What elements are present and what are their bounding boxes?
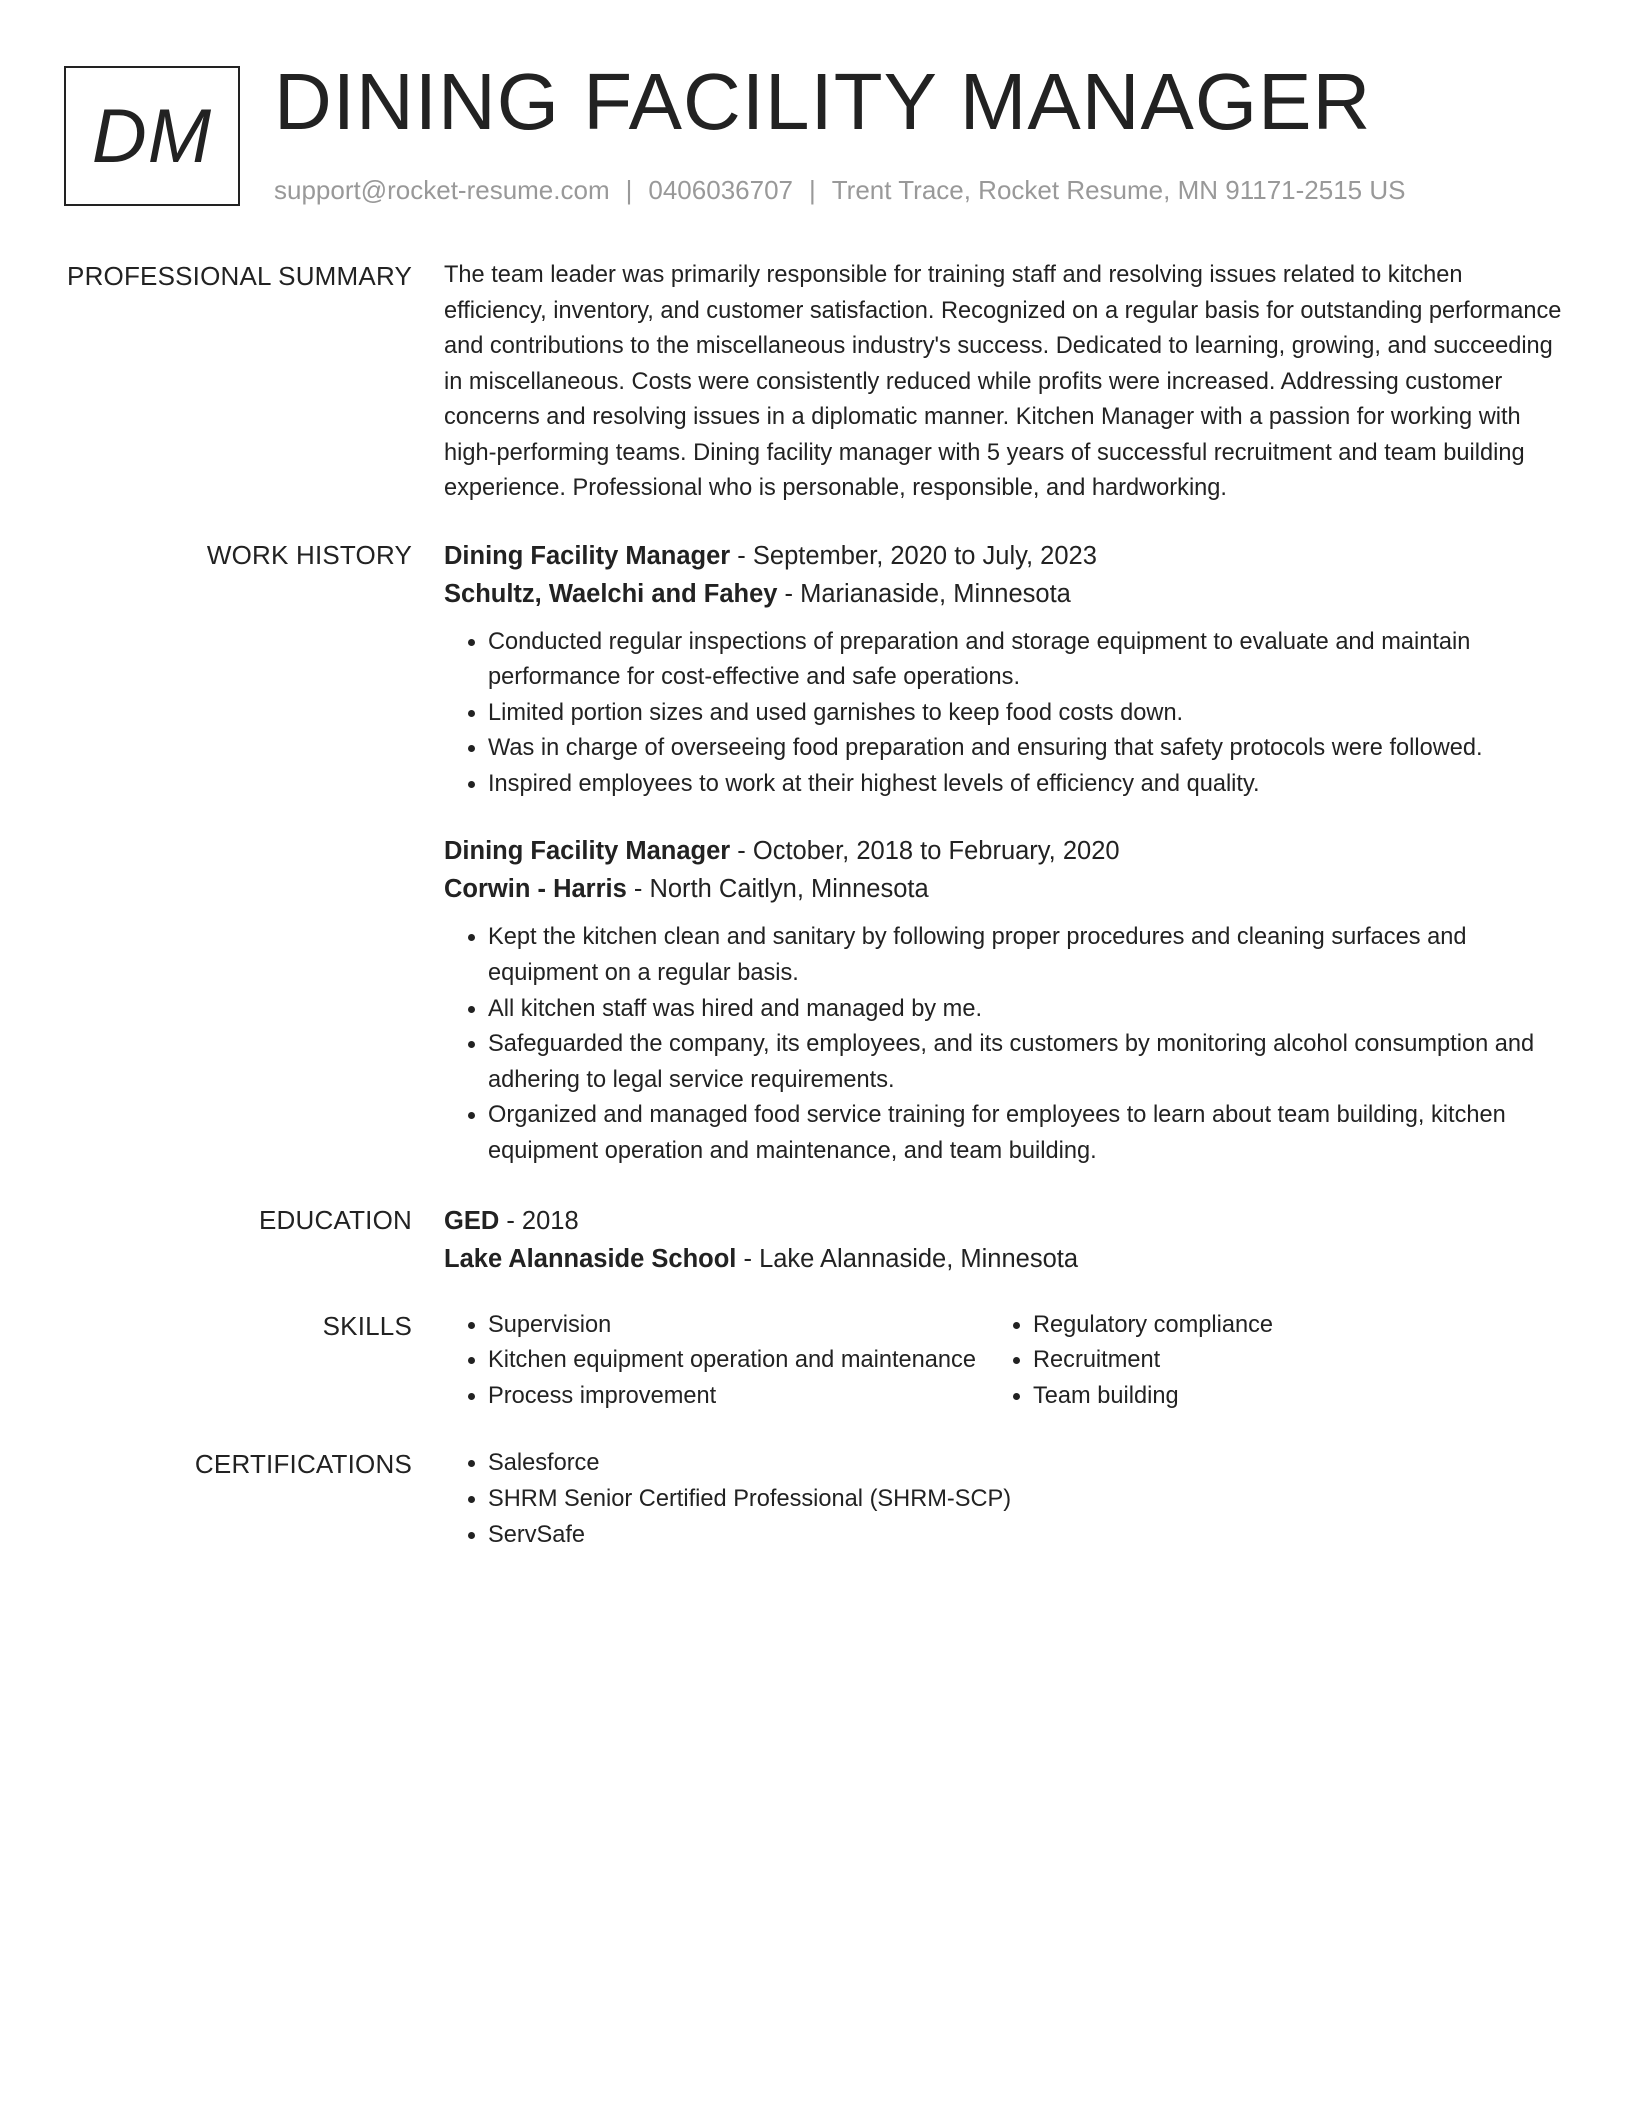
skill-item: • Team building [1033, 1379, 1534, 1415]
resume-title: DINING FACILITY MANAGER [274, 57, 1372, 146]
contact-email: support@rocket-resume.com [274, 175, 610, 205]
job-bullet: • Inspired employees to work at their highest levels of efficiency and quality. [488, 767, 1564, 803]
skill-item: • Supervision [488, 1308, 989, 1344]
job-bullet: • Was in charge of overseeing food preparation and ensuring that safety protocols were followed. [488, 731, 1564, 767]
job-bullet: • Organized and managed food service training for employees to learn about team building, kitchen equipment operation and maintenance, and team building. [488, 1098, 1564, 1169]
education-school: Lake Alannaside School [444, 1244, 737, 1273]
education-year: - 2018 [499, 1206, 579, 1235]
job-dates: - October, 2018 to February, 2020 [730, 837, 1120, 866]
contact-address: Trent Trace, Rocket Resume, MN 91171-2515 US [831, 175, 1406, 205]
monogram-box [64, 66, 240, 206]
section-heading: PROFESSIONAL SUMMARY [67, 261, 412, 291]
education-degree: GED [444, 1206, 500, 1235]
certification-item: • ServSafe [488, 1518, 1564, 1554]
job-title-line [444, 832, 1564, 870]
job-title: Dining Facility Manager [444, 541, 731, 570]
job-bullet: • All kitchen staff was hired and managed by me. [488, 992, 1564, 1028]
job-bullets [444, 920, 1564, 1169]
skills-section [0, 1308, 1632, 1415]
certifications-section [0, 1446, 1632, 1553]
skills-grid [444, 1308, 1564, 1415]
job-bullet: • Conducted regular inspections of preparation and storage equipment to evaluate and maintain performance for cost-effective and safe operations. [488, 625, 1564, 696]
job-title: Dining Facility Manager [444, 837, 731, 866]
work-history-section [0, 537, 1632, 1170]
job-company-line [444, 575, 1564, 613]
job-title-line [444, 537, 1564, 575]
section-heading: SKILLS [322, 1310, 412, 1341]
job-location: - Marianaside, Minnesota [777, 579, 1071, 608]
summary-text: The team leader was primarily responsible for training staff and resolving issues related to kitchen efficiency, inventory, and customer satisfaction. Recognized on a regular basis for outstanding performance and contributions to the miscellaneous industry's success. Dedicated to learning, growing, and succeeding in miscellaneous. Costs were consistently reduced while profits were increased. Addressing customer concerns and resolving issues in a diplomatic manner. Kitchen Manager with a passion for working with high-performing teams. Dining facility manager with 5 years of successful recruitment and team building experience. Professional who is personable, responsible, and hardworking. [444, 262, 1562, 501]
summary-section [0, 258, 1632, 507]
skill-item: • Kitchen equipment operation and maintenance [488, 1343, 989, 1379]
job-dates: - September, 2020 to July, 2023 [730, 541, 1097, 570]
skills-column [989, 1308, 1534, 1415]
skill-item: • Process improvement [488, 1379, 989, 1415]
skills-column [444, 1308, 989, 1415]
job-entry [444, 832, 1564, 1169]
contact-separator: | [809, 175, 816, 205]
job-bullet: • Kept the kitchen clean and sanitary by following proper procedures and cleaning surfaces and equipment on a regular basis. [488, 920, 1564, 991]
resume-sections [0, 258, 1632, 1553]
section-heading: EDUCATION [259, 1204, 412, 1235]
job-bullets [444, 625, 1564, 803]
contact-separator: | [625, 175, 633, 205]
skill-item: • Recruitment [1033, 1343, 1534, 1379]
job-company: Corwin - Harris [444, 875, 627, 904]
education-degree-line [444, 1202, 1564, 1240]
job-entry [444, 537, 1564, 803]
certifications-list [444, 1446, 1564, 1553]
job-location: - North Caitlyn, Minnesota [626, 875, 929, 904]
contact-phone: 0406036707 [648, 175, 793, 205]
job-company-line [444, 870, 1564, 908]
contact-line [274, 172, 1405, 208]
certification-item: • Salesforce [488, 1446, 1564, 1482]
section-heading: CERTIFICATIONS [194, 1449, 412, 1480]
skill-item: • Regulatory compliance [1033, 1308, 1534, 1344]
education-location: - Lake Alannaside, Minnesota [736, 1244, 1079, 1273]
certification-item: • SHRM Senior Certified Professional (SHRM-SCP) [488, 1482, 1564, 1518]
education-section [0, 1202, 1632, 1278]
job-bullet: • Safeguarded the company, its employees, and its customers by monitoring alcohol consumption and adhering to legal service requirements. [488, 1027, 1564, 1098]
section-heading: WORK HISTORY [206, 539, 412, 570]
monogram-initials: DM [91, 93, 213, 179]
job-company: Schultz, Waelchi and Fahey [444, 579, 778, 608]
job-bullet: • Limited portion sizes and used garnishes to keep food costs down. [488, 696, 1564, 732]
education-school-line [444, 1240, 1564, 1278]
